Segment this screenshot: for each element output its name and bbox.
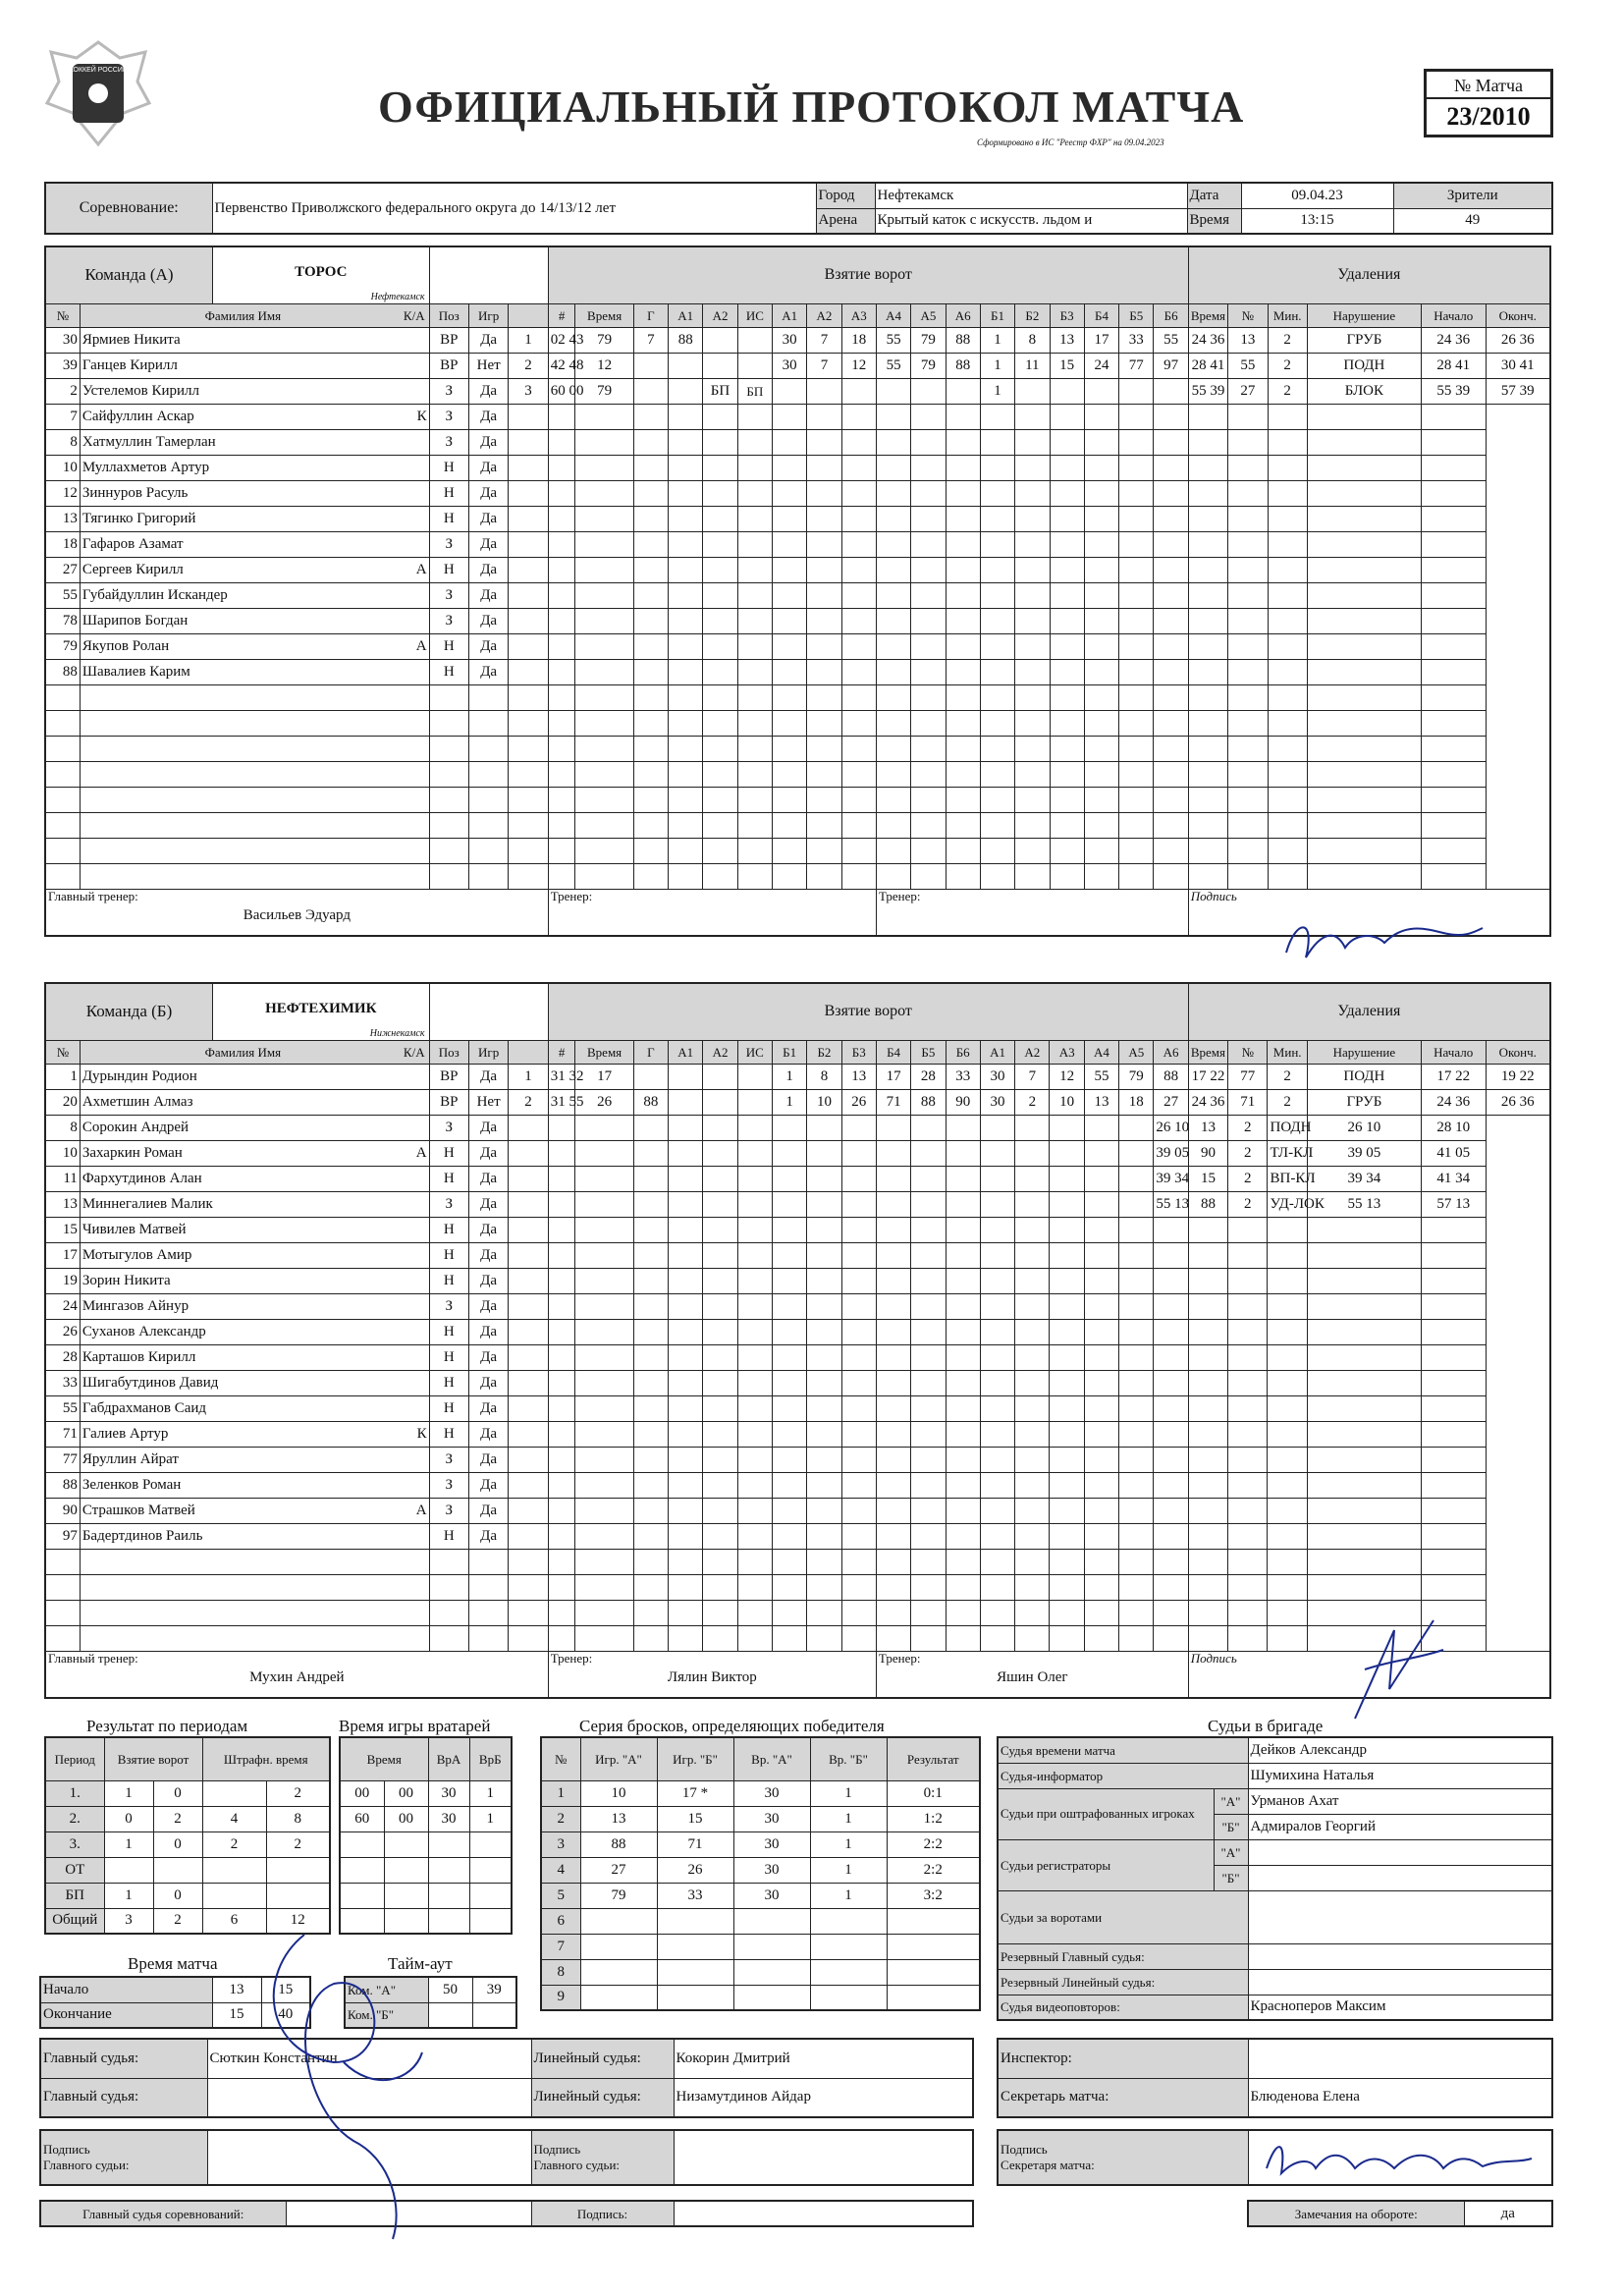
table-row: 55 Габдрахманов Саид Н Да (45, 1395, 1550, 1421)
team-b-section (44, 982, 1551, 1699)
shootout-title: Серия бросков, определяющих победителя (579, 1717, 885, 1735)
periods-title: Результат по периодам (86, 1717, 248, 1735)
inspector-table: Инспектор: Секретарь матча: Блюденова Елена (997, 2038, 1553, 2118)
teamA-name: ТОРОС (295, 264, 348, 280)
teamA-coach: Васильев Эдуард (243, 906, 351, 923)
officials-title: Судьи в бригаде (1208, 1717, 1324, 1735)
city: Нефтекамск (875, 183, 1187, 208)
table-row (45, 787, 1550, 812)
match-time-title: Время матча (128, 1954, 218, 1973)
period-row: ОТ (45, 1857, 330, 1883)
match-number: 23/2010 (1446, 102, 1531, 131)
table-row (45, 1549, 1550, 1574)
table-row: 18 Гафаров Азамат З Да (45, 531, 1550, 557)
table-row (45, 684, 1550, 710)
table-row: 19 Зорин Никита Н Да (45, 1268, 1550, 1293)
table-row: 13 Миннегалиев Малик З Да 55 13 88 2 УД-ЛОК 55 13 57 13 (45, 1191, 1550, 1217)
periods-table: Период Взятие ворот Штрафн. время 1. 1 0 2 2. 0 2 4 8 3. 1 0 2 2 ОТ БП 1 0 Общий 3 2 6 12 (44, 1736, 331, 1935)
shootout-row: 6 (541, 1908, 980, 1934)
period-row: 1. 1 0 2 (45, 1780, 330, 1806)
period-row: Общий 3 2 6 12 (45, 1908, 330, 1934)
table-row: 15 Чивилев Матвей Н Да (45, 1217, 1550, 1242)
table-row (45, 812, 1550, 838)
table-row: 55 Губайдуллин Искандер З Да (45, 582, 1550, 608)
period-row: 2. 0 2 4 8 (45, 1806, 330, 1831)
spectators: 49 (1393, 208, 1552, 234)
table-row: 20 Ахметшин Алмаз ВР Нет 2 31 55 26 88 1 10 26 71 88 90 30 2 10 13 18 27 24 36 71 2 ГРУБ 24 36 26 36 (45, 1089, 1550, 1115)
table-row: 10 Захаркин Роман А Н Да 39 05 90 2 ТЛ-КЛ 39 05 41 05 (45, 1140, 1550, 1166)
officials-table: Судья времени матча Дейков Александр Судья-информатор Шумихина Наталья Судьи при оштрафованных игроках "А" Урманов Ахат "Б" Адмиралов Георгий Судьи регистраторы "А" "Б" Судьи за воротами Резервный Главный судья: Резервный Линейный судья: Судья видеоповторов: Красноперов Максим (997, 1736, 1553, 2021)
table-row: 33 Шигабутдинов Давид Н Да (45, 1370, 1550, 1395)
table-row: 71 Галиев Артур К Н Да (45, 1421, 1550, 1447)
svg-text:ХОККЕЙ РОССИИ: ХОККЕЙ РОССИИ (69, 67, 128, 74)
table-row (45, 1574, 1550, 1600)
match-number-box: № Матча 23/2010 (1424, 69, 1553, 137)
table-row (45, 838, 1550, 863)
team-a-section (44, 246, 1551, 937)
shootout-row: 1 10 17 * 30 1 0:1 (541, 1780, 980, 1806)
table-row (45, 736, 1550, 761)
table-row: 24 Мингазов Айнур З Да (45, 1293, 1550, 1319)
table-row: 30 Ярмиев Никита ВР Да 1 02 43 79 7 88 30 7 18 55 79 88 1 8 13 17 33 55 24 36 13 2 ГРУБ 24 36 26 36 (45, 327, 1550, 353)
shootout-row: 9 (541, 1985, 980, 2010)
table-row: 97 Бадертдинов Раиль Н Да (45, 1523, 1550, 1549)
signature-table: Подпись Главного судьи: Подпись Главного судьи: (39, 2129, 974, 2186)
shootout-row: 2 13 15 30 1 1:2 (541, 1806, 980, 1831)
timeout-table: Ком. "А" 50 39 Ком. "Б" (344, 1976, 517, 2029)
goalie-table: Время ВрА ВрБ 00 00 30 1 60 00 30 1 (339, 1736, 513, 1935)
time: 13:15 (1241, 208, 1393, 234)
table-row: 39 Ганцев Кирилл ВР Нет 2 42 48 12 30 7 12 55 79 88 1 11 15 24 77 97 28 41 55 2 ПОДН 28 41 30 41 (45, 353, 1550, 378)
teamB-roster-table: Команда (Б) НЕФТЕХИМИК Нижнекамск Взятие ворот Удаления № Фамилия Имя К/А Поз Игр # Время Г А1 А2 ИС Б1 Б2 Б3 Б4 Б5 Б6 А1 А2 А3 А4 А5 А6 Время № Мин. Нарушение Начало Оконч. 1 Дурындин Родион ВР Да 1 31 32 17 1 8 13 17 28 33 30 7 12 55 79 88 17 22 77 2 ПОДН 17 22 19 22 20 Ахметшин Алмаз ВР Нет 2 31 55 26 88 1 10 26 71 88 90 30 2 10 13 18 27 24 36 71 2 ГРУБ 24 36 26 36 8 Сорокин Андрей З Да 26 10 13 2 ПОДН 26 10 28 10 10 Захаркин Роман А Н Да 39 05 90 2 ТЛ-КЛ 39 05 41 05 11 Фархутдинов Алан Н Да 39 34 15 2 ВП-КЛ 39 34 41 34 13 Миннегалиев Малик З Да 55 13 88 2 УД-ЛОК 55 13 57 13 15 Чивилев Матвей Н Да 17 Мотыгулов Амир Н Да 19 Зорин Никита Н Да 24 Мингазов Айнур З Да 26 Суханов Александр Н Да 28 Карташов Кирилл Н Да 33 Шигабутдинов Давид Н Да 55 Габдрахманов Саид Н Да 71 Галиев Артур К Н Да 77 Яруллин Айрат З Да 88 Зеленков Роман З Да 90 Страшков Матвей А З Да 97 Бадертдинов Раиль Н Да Главный тренер: Мухин Андрей Тренер: Лялин Виктор Тренер: Яшин Олег Подпись (44, 982, 1551, 1699)
table-row (45, 1600, 1550, 1625)
table-row: 28 Карташов Кирилл Н Да (45, 1344, 1550, 1370)
generated-note: Сформировано в ИС "Реестр ФХР" на 09.04.2023 (977, 137, 1164, 147)
teamB-name: НЕФТЕХИМИК (265, 1001, 377, 1016)
table-row: 78 Шарипов Богдан З Да (45, 608, 1550, 633)
table-row: 11 Фархутдинов Алан Н Да 39 34 15 2 ВП-КЛ 39 34 41 34 (45, 1166, 1550, 1191)
table-row: 12 Зиннуров Расуль Н Да (45, 480, 1550, 506)
page-title: ОФИЦИАЛЬНЫЙ ПРОТОКОЛ МАТЧА (378, 82, 1245, 132)
teamA-roster-table: Команда (А) ТОРОС Нефтекамск Взятие ворот Удаления № Фамилия Имя К/А Поз Игр # Время Г А1 А2 ИС А1 А2 А3 А4 А5 А6 Б1 Б2 Б3 Б4 Б5 Б6 Время № Мин. Нарушение Начало Оконч. 30 Ярмиев Никита ВР Да 1 02 43 79 7 88 30 7 18 55 79 88 1 8 13 17 33 55 24 36 13 2 ГРУБ 24 36 26 36 39 Ганцев Кирилл ВР Нет 2 42 48 12 30 7 12 55 79 88 1 11 15 24 77 97 28 41 55 2 ПОДН 28 41 30 41 2 Устелемов Кирилл З Да 3 60 00 79 БП БП 1 55 39 27 2 БЛОК 55 39 57 39 7 Сайфуллин Аскар К З Да 8 Хатмуллин Тамерлан З Да 10 Муллахметов Артур Н Да 12 Зиннуров Расуль Н Да 13 Тягинко Григорий Н Да 18 Гафаров Азамат З Да 27 Сергеев Кирилл А Н Да 55 Губайдуллин Искандер З Да 78 Шарипов Богдан З Да 79 Якупов Ролан А Н Да 88 Шавалиев Карим Н Да Главный тренер: Васильев Эдуард Тренер: Тренер: Подпись (44, 246, 1551, 937)
table-row: 7 Сайфуллин Аскар К З Да (45, 404, 1550, 429)
logo (39, 34, 157, 152)
notes-value: да (1464, 2201, 1552, 2226)
table-row: 17 Мотыгулов Амир Н Да (45, 1242, 1550, 1268)
shootout-row: 8 (541, 1959, 980, 1985)
table-row: 10 Муллахметов Артур Н Да (45, 455, 1550, 480)
shootout-row: 7 (541, 1934, 980, 1959)
shootout-row: 3 88 71 30 1 2:2 (541, 1831, 980, 1857)
table-row (45, 710, 1550, 736)
date: 09.04.23 (1241, 183, 1393, 208)
notes-table: Замечания на обороте: да (1247, 2200, 1553, 2227)
shootout-row: 5 79 33 30 1 3:2 (541, 1883, 980, 1908)
table-row: 8 Сорокин Андрей З Да 26 10 13 2 ПОДН 26 10 28 10 (45, 1115, 1550, 1140)
table-row: 1 Дурындин Родион ВР Да 1 31 32 17 1 8 13 17 28 33 30 7 12 55 79 88 17 22 77 2 ПОДН 17 22 19 22 (45, 1064, 1550, 1089)
period-row: БП 1 0 (45, 1883, 330, 1908)
match-time-table: Начало 13 15 Окончание 15 40 (39, 1976, 311, 2029)
table-row: 90 Страшков Матвей А З Да (45, 1498, 1550, 1523)
footer-table: Главный судья соревнований: Подпись: (39, 2200, 974, 2227)
competition: Первенство Приволжского федерального округа до 14/13/12 лет (212, 183, 816, 234)
teamB-coach: Мухин Андрей (249, 1668, 345, 1685)
table-row: 27 Сергеев Кирилл А Н Да (45, 557, 1550, 582)
table-row: 88 Зеленков Роман З Да (45, 1472, 1550, 1498)
table-row: 2 Устелемов Кирилл З Да 3 60 00 79 БП БП 1 55 39 27 2 БЛОК 55 39 57 39 (45, 378, 1550, 404)
table-row (45, 863, 1550, 889)
secretary-sign-table: Подпись Секретаря матча: (997, 2129, 1553, 2186)
info-table: Соревнование: Первенство Приволжского федерального округа до 14/13/12 лет Город Нефтекамск Дата 09.04.23 Зрители Арена Крытый каток с искусств. льдом и Время 13:15 49 (44, 182, 1553, 235)
table-row: 79 Якупов Ролан А Н Да (45, 633, 1550, 659)
table-row (45, 1625, 1550, 1651)
shootout-row: 4 27 26 30 1 2:2 (541, 1857, 980, 1883)
period-row: 3. 1 0 2 2 (45, 1831, 330, 1857)
goalie-title: Время игры вратарей (339, 1717, 491, 1735)
table-row: 8 Хатмуллин Тамерлан З Да (45, 429, 1550, 455)
arena: Крытый каток с искусств. льдом и (875, 208, 1187, 234)
table-row: 26 Суханов Александр Н Да (45, 1319, 1550, 1344)
timeout-title: Тайм-аут (388, 1954, 453, 1973)
table-row (45, 761, 1550, 787)
shootout-table: № Игр. "А" Игр. "Б" Вр. "А" Вр. "Б" Результат 1 10 17 * 30 1 0:1 2 13 15 30 1 1:2 3 88 71 30 1 2:2 4 27 26 30 1 2:2 5 79 33 30 1 3:2 6 7 8 9 (540, 1736, 981, 2011)
referees-table: Главный судья: Сюткин Константин Линейный судья: Кокорин Дмитрий Главный судья: Линейный судья: Низамутдинов Айдар (39, 2038, 974, 2118)
table-row: 88 Шавалиев Карим Н Да (45, 659, 1550, 684)
table-row: 77 Яруллин Айрат З Да (45, 1447, 1550, 1472)
table-row: 13 Тягинко Григорий Н Да (45, 506, 1550, 531)
